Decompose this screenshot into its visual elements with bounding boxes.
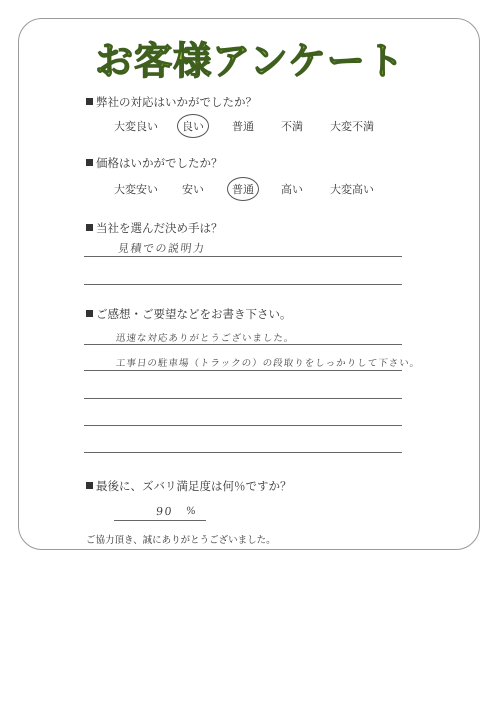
option-service-very-good[interactable]: 大変良い: [114, 120, 158, 133]
question-price-label: 価格はいかがでしたか？: [96, 156, 223, 170]
percent-sign: %: [185, 506, 198, 517]
survey-title: お客様アンケート: [95, 39, 405, 83]
question-reason-label: 当社を選んだ決め手は？: [96, 221, 223, 235]
option-service-normal[interactable]: 普通: [232, 120, 254, 133]
answer-line: [84, 344, 402, 345]
question-service-label: 弊社の対応はいかがでしたか？: [96, 95, 257, 109]
answer-line: [84, 370, 402, 371]
thank-you-note: ご協力頂き、誠にありがとうございました。: [86, 535, 276, 546]
answer-line: [114, 520, 206, 521]
answer-line: [84, 452, 402, 453]
question-feedback: [86, 306, 292, 322]
answer-line: [84, 256, 402, 257]
option-price-very-expensive[interactable]: 大変高い: [330, 183, 374, 196]
square-bullet-icon: [86, 482, 93, 489]
question-satisfaction-label: 最後に、ズバリ満足度は何％ですか？: [96, 479, 292, 493]
option-price-normal-circled[interactable]: 普通: [232, 183, 254, 196]
option-price-cheap[interactable]: 安い: [182, 183, 204, 196]
handwritten-answer-reason: 見積での説明力: [117, 242, 207, 255]
question-service: [86, 94, 257, 110]
option-service-good-circled[interactable]: 良い: [182, 120, 204, 133]
square-bullet-icon: [86, 224, 93, 231]
handwritten-feedback-line-2: 工事日の駐車場（トラックの）の段取りをしっかりして下さい。: [115, 358, 421, 369]
square-bullet-icon: [86, 98, 93, 105]
square-bullet-icon: [86, 159, 93, 166]
handwritten-satisfaction-value: 90: [155, 505, 174, 518]
option-price-very-cheap[interactable]: 大変安い: [114, 183, 158, 196]
question-feedback-label: ご感想・ご要望などをお書き下さい。: [96, 307, 292, 321]
square-bullet-icon: [86, 310, 93, 317]
option-service-unsatisfied[interactable]: 不満: [281, 120, 303, 133]
question-price: [86, 155, 223, 171]
option-service-very-unsatisfied[interactable]: 大変不満: [330, 120, 374, 133]
question-reason: [86, 220, 223, 236]
answer-line: [84, 425, 402, 426]
option-price-expensive[interactable]: 高い: [281, 183, 303, 196]
answer-line: [84, 398, 402, 399]
question-satisfaction: [86, 478, 292, 494]
answer-line: [84, 284, 402, 285]
handwritten-feedback-line-1: 迅速な対応ありがとうございました。: [115, 333, 295, 344]
